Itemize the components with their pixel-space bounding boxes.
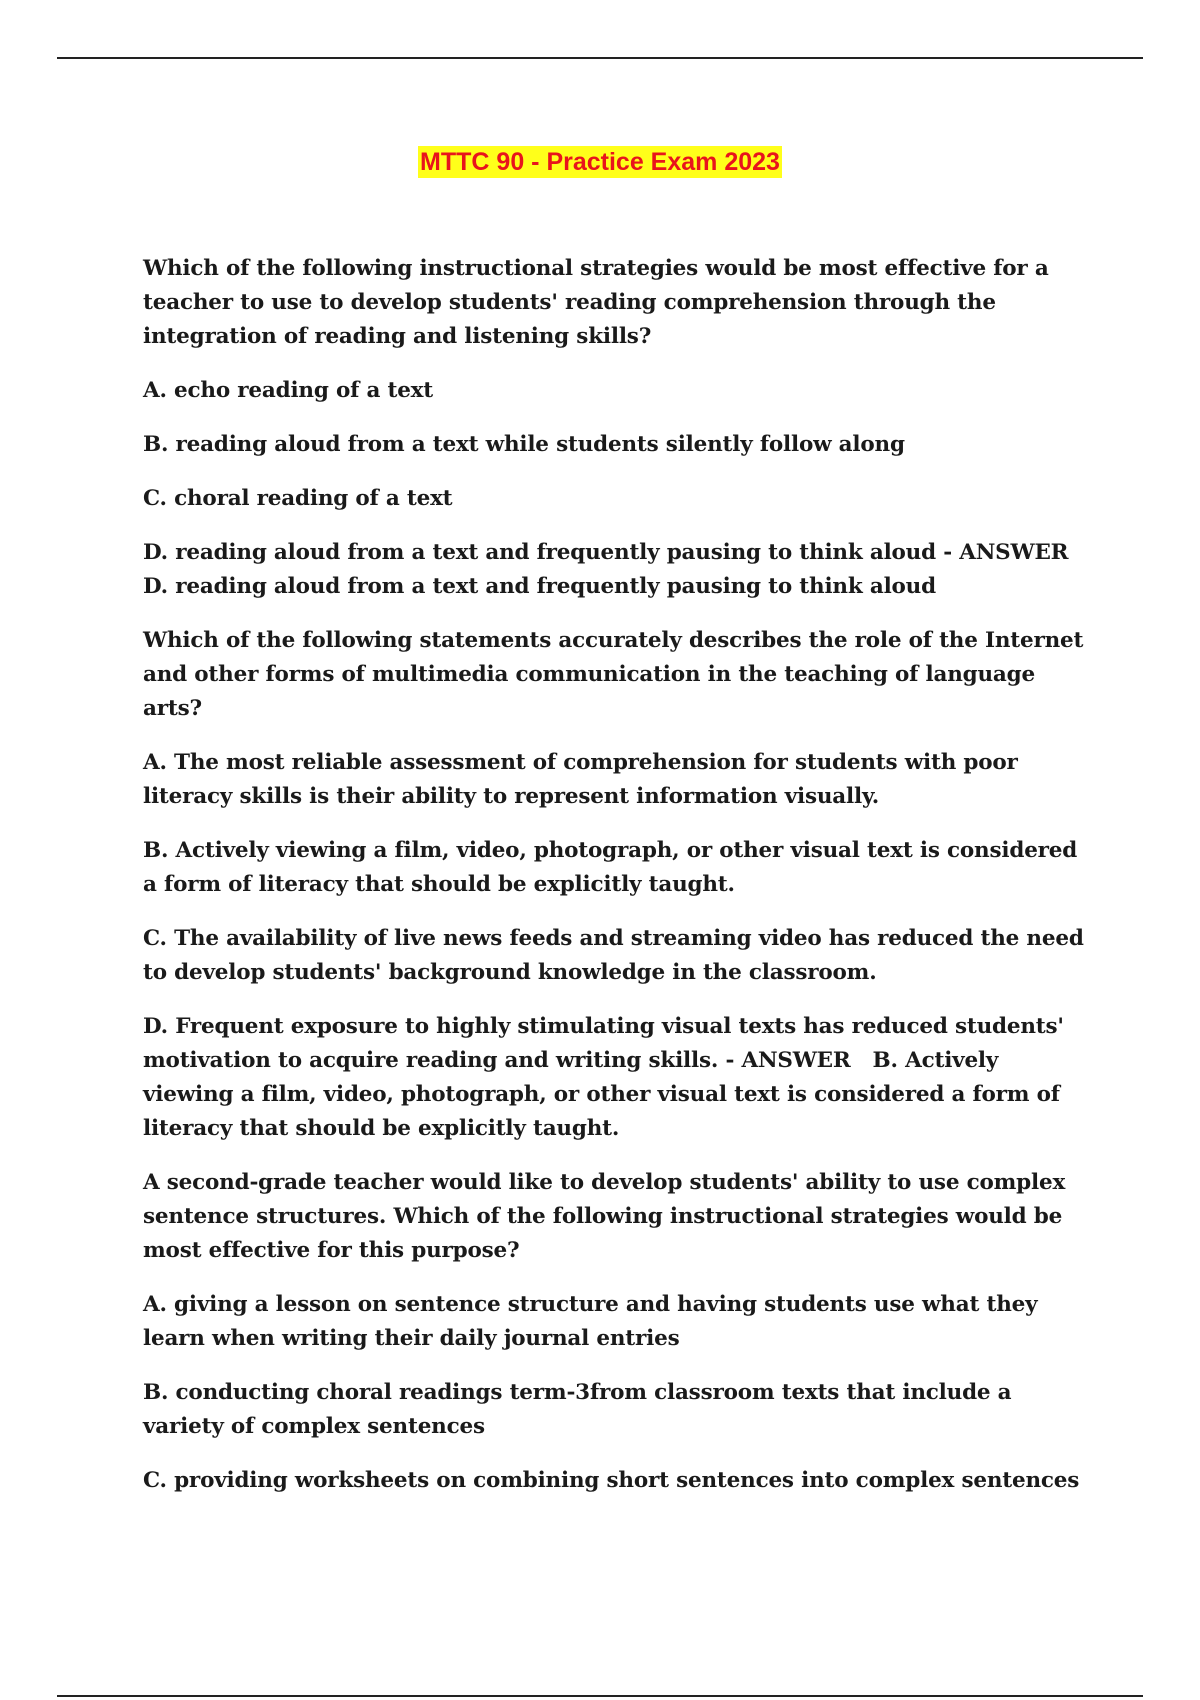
question-1-option-a: A. echo reading of a text <box>143 378 434 403</box>
title-container <box>0 146 1200 178</box>
question-2-option-c: C. The availability of live news feeds and streaming video has reduced the need to develop students' background knowledge in the classroom. <box>143 926 1084 985</box>
question-2: Which of the following statements accurately describes the role of the Internet and other forms of multimedia communication in the teaching of language arts? <box>143 628 1084 721</box>
question-3-option-c: C. providing worksheets on combining short sentences into complex sentences <box>143 1468 1080 1493</box>
question-1: Which of the following instructional strategies would be most effective for a teacher to use to develop students' reading comprehension through the integration of reading and listening skills? <box>143 256 1049 349</box>
bottom-rule <box>57 1695 1143 1697</box>
question-1-option-b: B. reading aloud from a text while students silently follow along <box>143 432 905 457</box>
question-1-option-d: D. reading aloud from a text and frequently pausing to think aloud - ANSWER <box>143 540 1069 565</box>
question-2-option-d-with-answer <box>143 1010 1095 1146</box>
top-rule <box>57 57 1143 59</box>
question-1-option-c: C. choral reading of a text <box>143 486 453 511</box>
question-2-option-d: D. Frequent exposure to highly stimulating visual texts has reduced students' motivation to acquire reading and writing skills. - ANSWER <box>143 1014 1064 1073</box>
document-body <box>143 252 1095 1518</box>
question-3-option-b: B. conducting choral readings term-3from classroom texts that include a variety of complex sentences <box>143 1380 1012 1439</box>
question-2-answer: B. Actively viewing a film, video, photograph, or other visual text is considered a form of literacy that should be explicitly taught. <box>143 1048 1060 1141</box>
question-3: A second-grade teacher would like to develop students' ability to use complex sentence structures. Which of the following instructional strategies would be most effective for this purpose? <box>143 1170 1066 1263</box>
question-1-option-d-with-answer <box>143 536 1095 604</box>
question-3-option-a: A. giving a lesson on sentence structure and having students use what they learn when writing their daily journal entries <box>143 1292 1038 1351</box>
question-1-answer: D. reading aloud from a text and frequently pausing to think aloud <box>143 574 936 599</box>
question-2-option-b: B. Actively viewing a film, video, photograph, or other visual text is considered a form of literacy that should be explicitly taught. <box>143 838 1078 897</box>
question-2-option-a: A. The most reliable assessment of comprehension for students with poor literacy skills is their ability to represent information visually. <box>143 750 1018 809</box>
page-title: MTTC 90 - Practice Exam 2023 <box>420 148 780 176</box>
